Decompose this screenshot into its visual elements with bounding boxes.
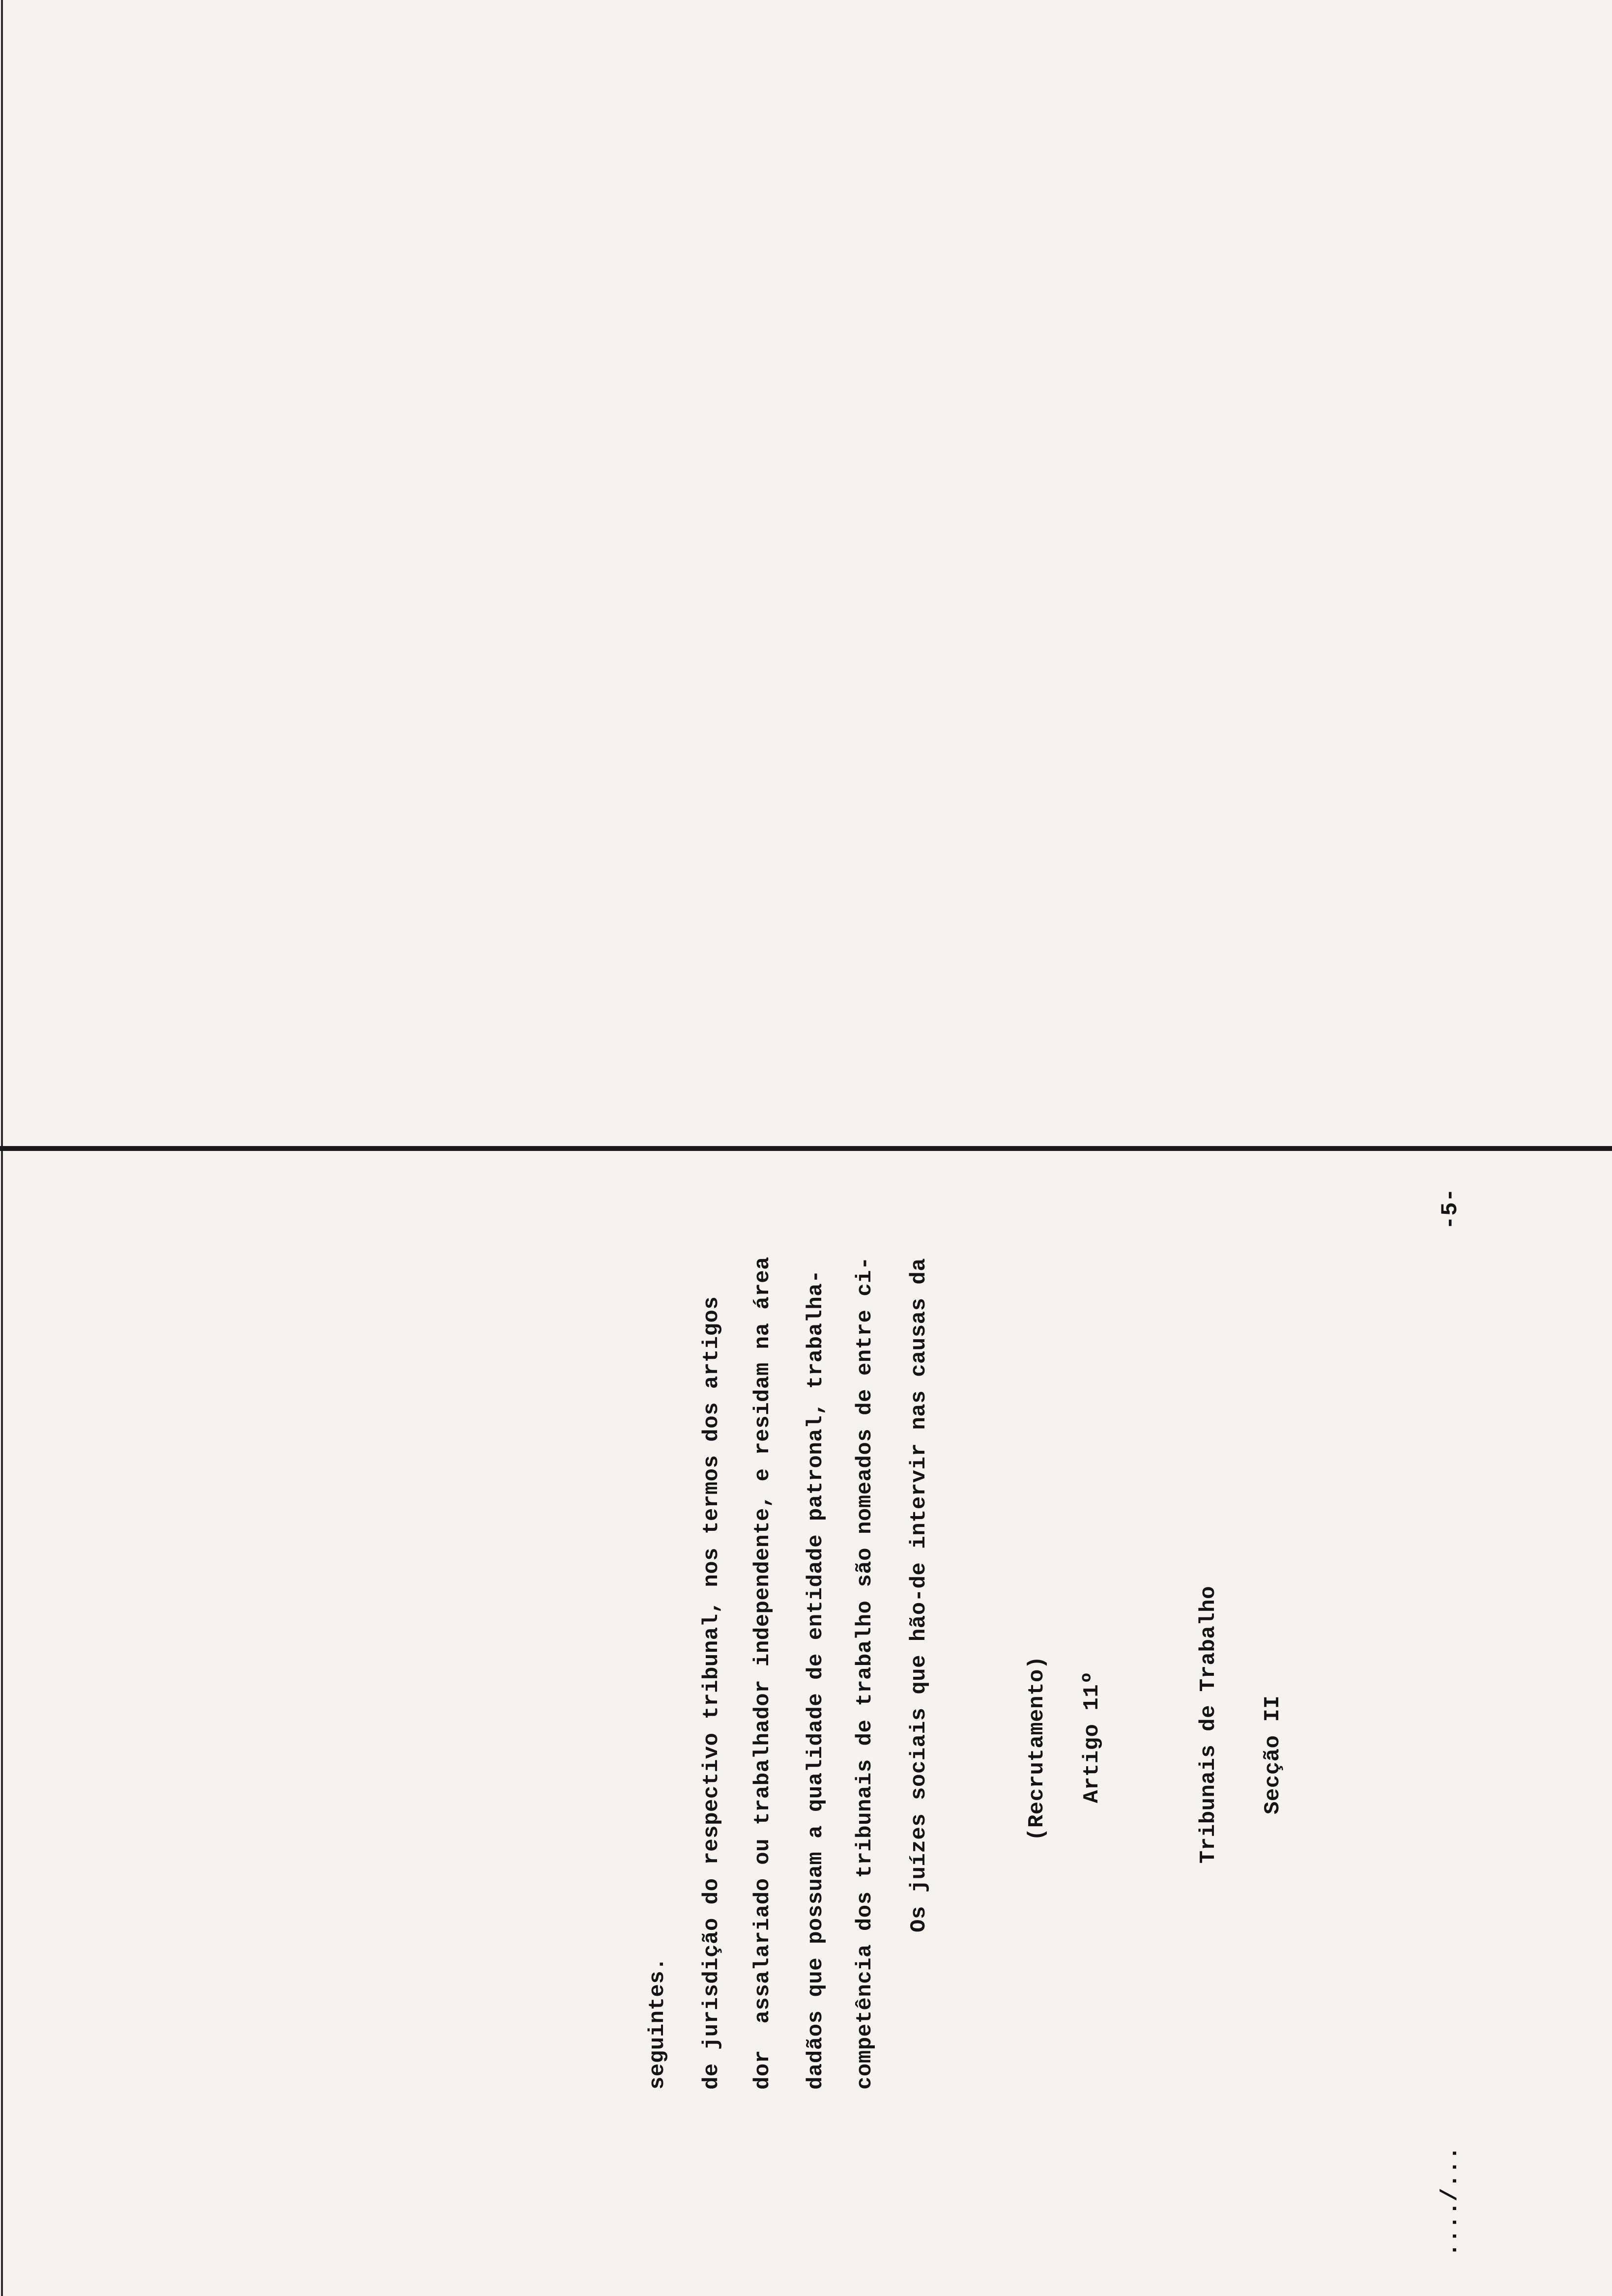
art11-line: seguintes. — [645, 1957, 670, 2090]
left-page — [0, 1148, 1612, 2296]
art11-line: Os juízes sociais que hão-de intervir nas causas da — [907, 1258, 931, 1932]
art11-heading: Artigo 11º — [1080, 1670, 1104, 1803]
art11-line: de jurisdição do respectivo tribunal, nos termos dos artigos — [699, 1296, 724, 2090]
art11-line: competência dos tribunais de trabalho são nomeados de entre ci- — [853, 1257, 877, 2090]
art11-subtitle: (Recrutamento) — [1025, 1656, 1049, 1841]
section-number: Secção II — [1261, 1695, 1285, 1814]
art11-line: dor assalariado ou trabalhador independente, e residam na área — [750, 1257, 775, 2090]
section-title: Tribunais de Trabalho — [1196, 1586, 1221, 1864]
left-page-number: -5- — [1438, 1188, 1463, 1230]
left-top-continuation: ..../... — [1438, 2146, 1463, 2257]
art11-line: dadãos que possuam a qualidade de entidade patronal, trabalha- — [804, 1269, 828, 2090]
